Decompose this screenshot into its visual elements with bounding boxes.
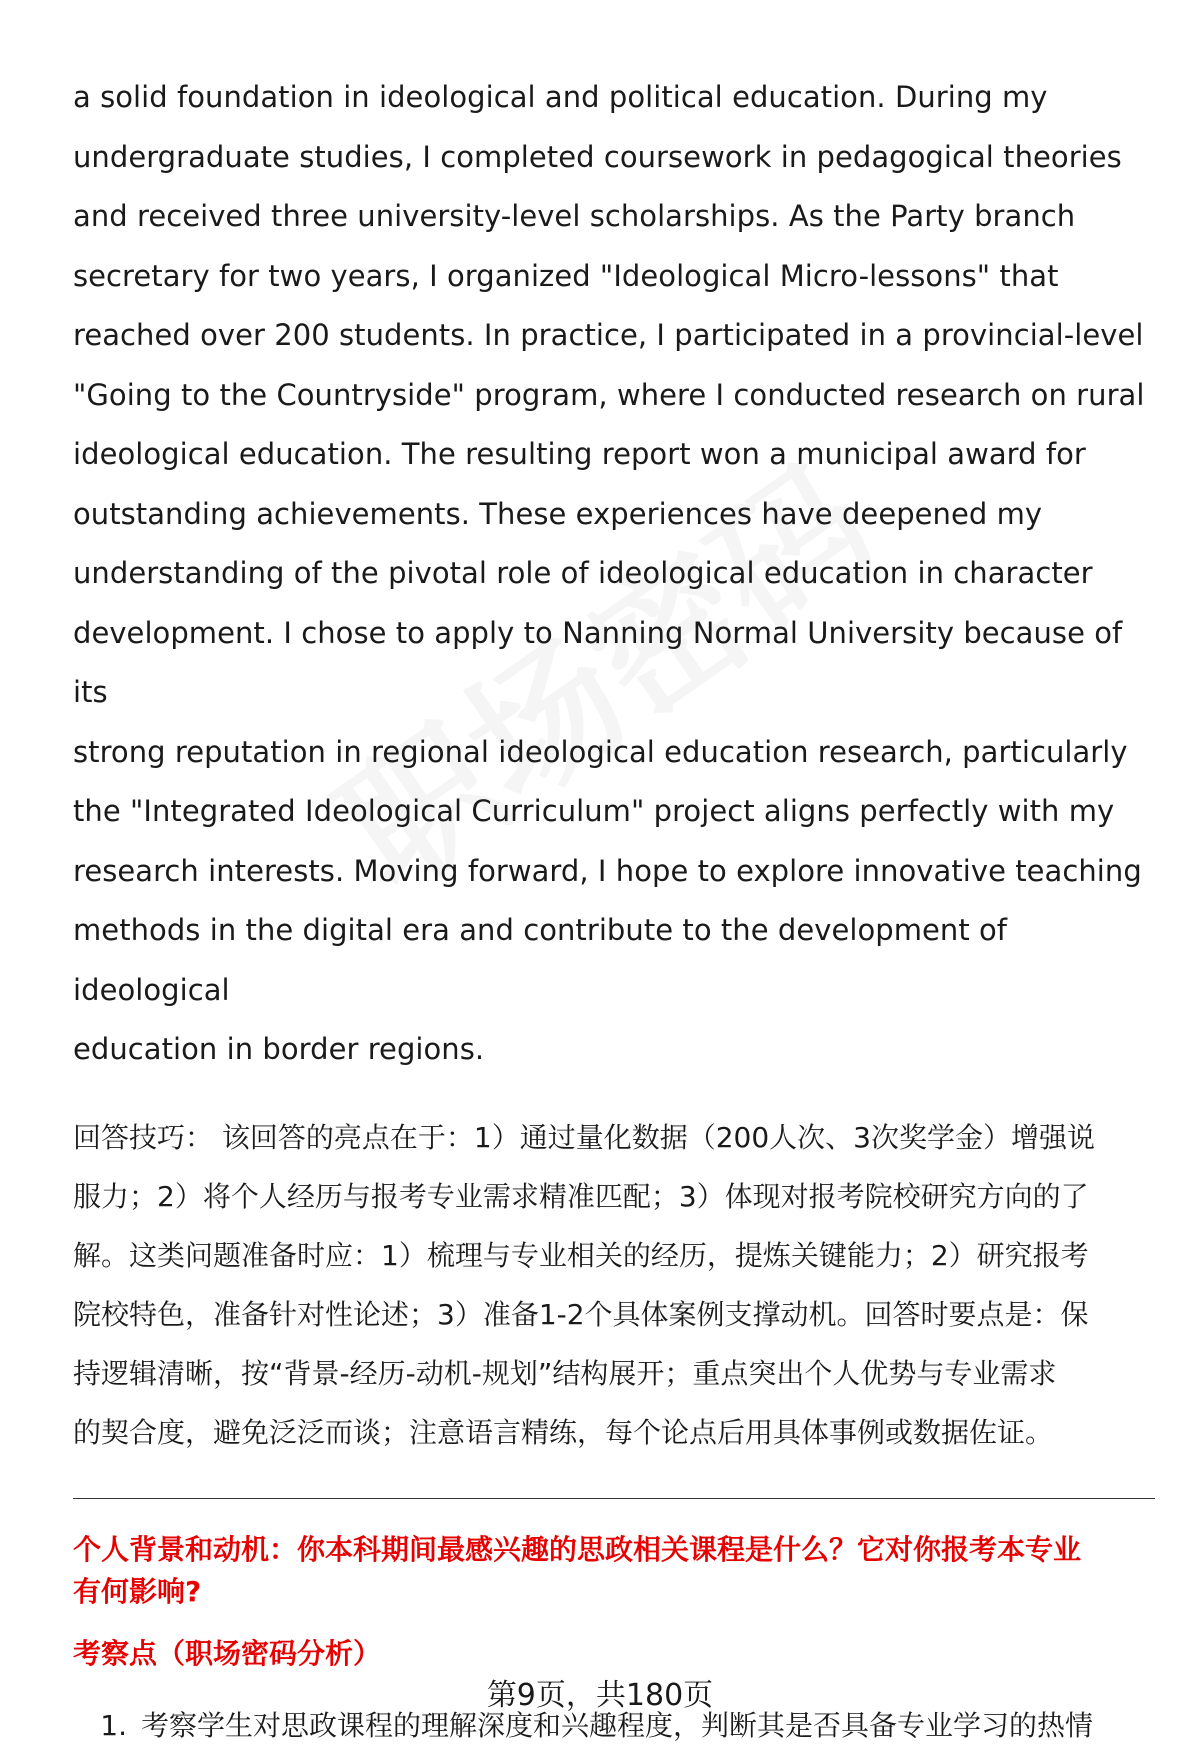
essay-line: "Going to the Countryside" program, where I conducted research on rural xyxy=(73,377,1145,412)
page-content xyxy=(73,68,1155,1747)
essay-line: methods in the digital era and contribute to the development of ideological xyxy=(73,913,1008,1007)
essay-line: the "Integrated Ideological Curriculum" project aligns perfectly with my xyxy=(73,794,1115,828)
list-item-number: 1. xyxy=(100,1708,127,1742)
question-line: 有何影响? xyxy=(73,1574,202,1608)
tips-line: 回答技巧： 该回答的亮点在于：1）通过量化数据（200人次、3次奖学金）增强说 xyxy=(73,1120,1095,1154)
tips-line: 持逻辑清晰，按“背景-经历-动机-规划”结构展开；重点突出个人优势与专业需求 xyxy=(73,1356,1057,1390)
essay-line: outstanding achievements. These experiences have deepened my xyxy=(73,496,1043,531)
tips-line: 解。这类问题准备时应：1）梳理与专业相关的经历，提炼关键能力；2）研究报考 xyxy=(73,1238,1089,1272)
answer-tips-paragraph xyxy=(73,1108,1155,1462)
essay-line: understanding of the pivotal role of ideological education in character xyxy=(73,556,1093,590)
essay-paragraph xyxy=(73,68,1155,1080)
tips-line: 的契合度，避免泛泛而谈；注意语言精练，每个论点后用具体事例或数据佐证。 xyxy=(73,1415,1054,1449)
section-divider xyxy=(73,1498,1155,1499)
tips-line: 服力；2）将个人经历与报考专业需求精准匹配；3）体现对报考院校研究方向的了 xyxy=(73,1179,1089,1213)
tips-line: 院校特色，准备针对性论述；3）准备1-2个具体案例支撑动机。回答时要点是：保 xyxy=(73,1297,1089,1331)
essay-line: and received three university-level scholarships. As the Party branch xyxy=(73,199,1076,233)
essay-line: education in border regions. xyxy=(73,1032,485,1066)
essay-line: development. I chose to apply to Nanning Normal University because of its xyxy=(73,615,1123,709)
essay-line: secretary for two years, I organized "Ideological Micro-lessons" that xyxy=(73,258,1059,293)
essay-line: strong reputation in regional ideological education research, particularly xyxy=(73,734,1128,769)
question-line: 个人背景和动机：你本科期间最感兴趣的思政相关课程是什么？它对你报考本专业 xyxy=(73,1532,1082,1566)
list-item-text: 考察学生对思政课程的理解深度和兴趣程度，判断其是否具备专业学习的热情 xyxy=(141,1708,1094,1742)
question-heading xyxy=(73,1529,1155,1613)
essay-line: reached over 200 students. In practice, I participated in a provincial-level xyxy=(73,318,1144,352)
assessment-points-heading: 考察点（职场密码分析） xyxy=(73,1636,382,1670)
page-number-footer: 第9页，共180页 xyxy=(486,1678,714,1713)
essay-line: a solid foundation in ideological and political education. During my xyxy=(73,80,1048,114)
essay-line: undergraduate studies, I completed coursework in pedagogical theories xyxy=(73,139,1122,174)
essay-line: ideological education. The resulting report won a municipal award for xyxy=(73,437,1086,471)
essay-line: research interests. Moving forward, I hope to explore innovative teaching xyxy=(73,853,1142,888)
